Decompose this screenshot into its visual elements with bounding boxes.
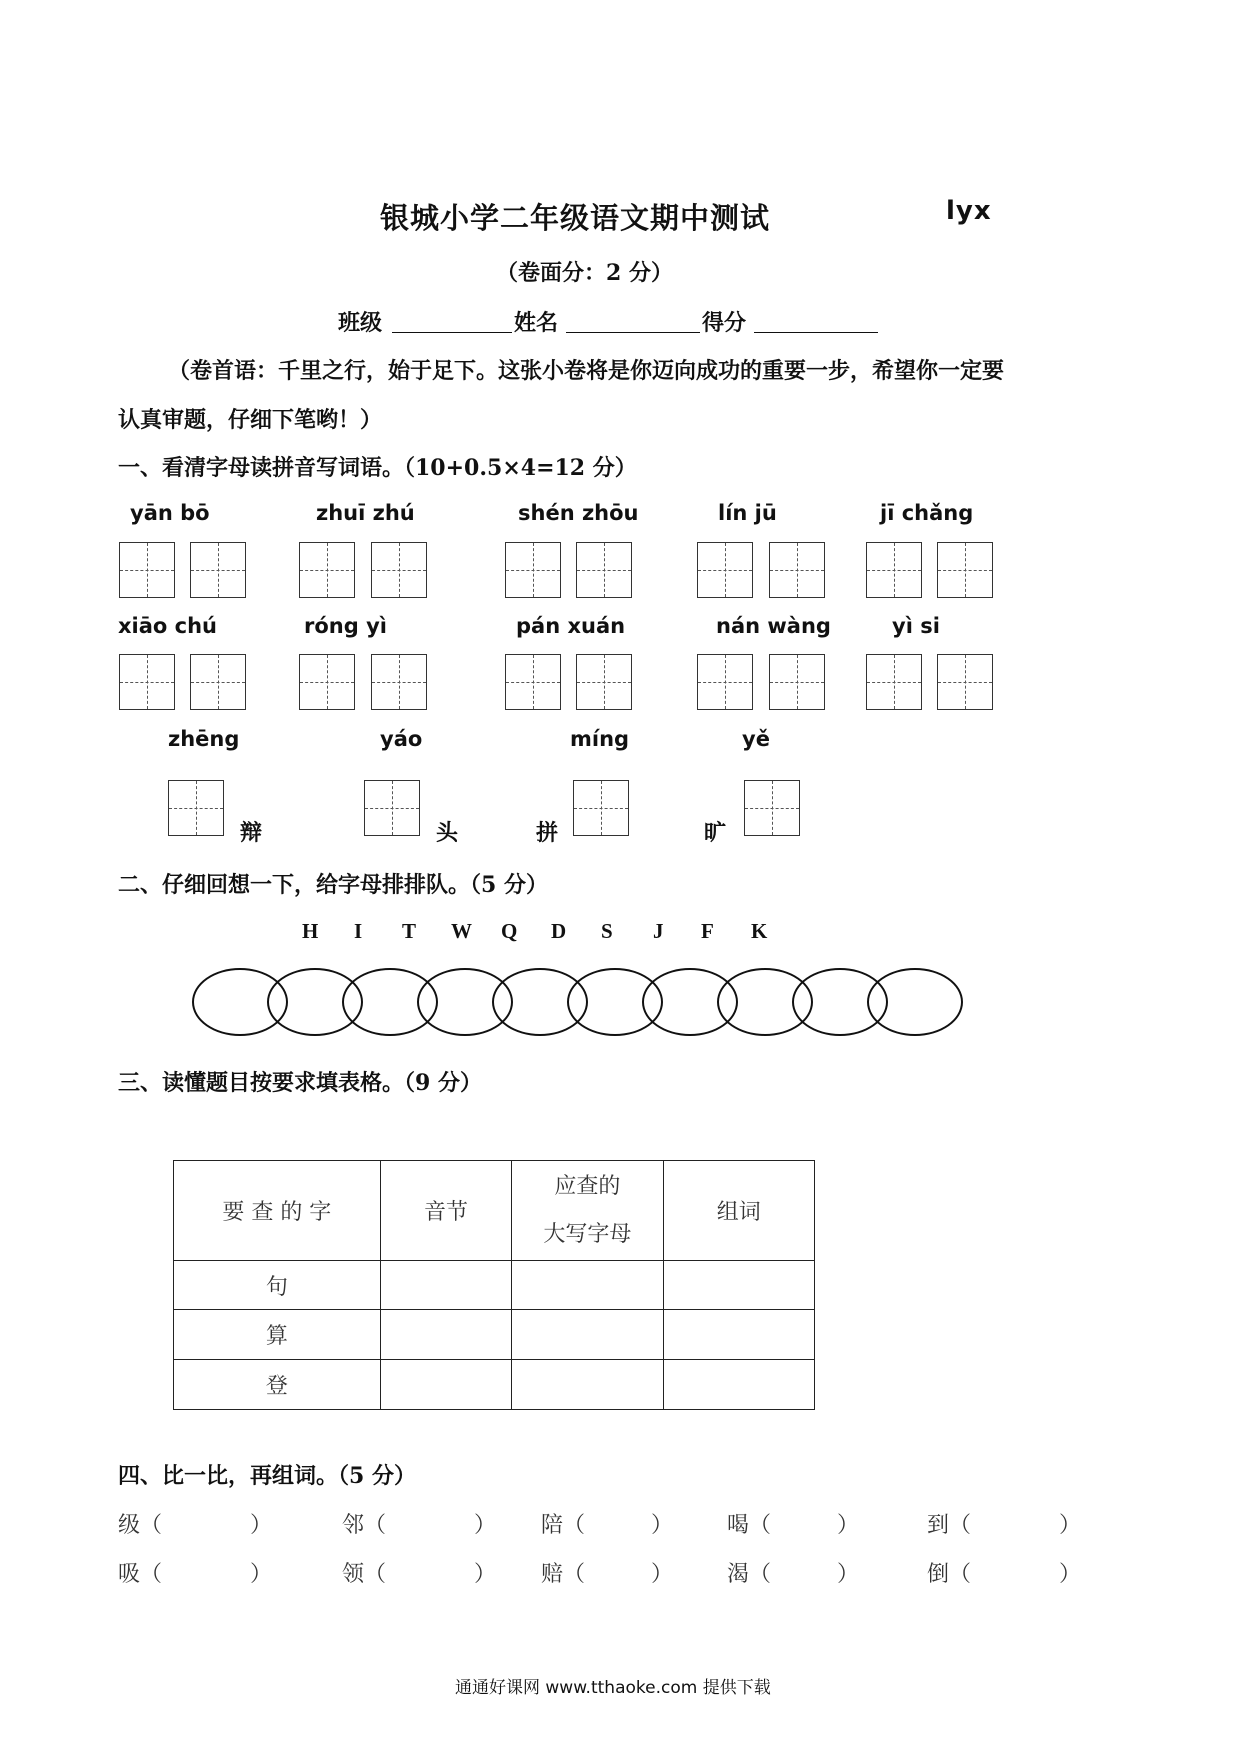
cell-capital[interactable] [512, 1261, 663, 1310]
row-char: 登 [174, 1360, 381, 1410]
page-title: 银城小学二年级语文期中测试 [380, 201, 771, 235]
given-char: 头 [436, 820, 459, 846]
name-field[interactable] [566, 332, 700, 333]
answer-oval[interactable] [867, 968, 963, 1036]
given-char: 辩 [240, 820, 263, 846]
header-char: 要 查 的 字 [174, 1161, 381, 1261]
intro-line-1: （卷首语：千里之行，始于足下。这张小卷将是你迈向成功的重要一步，希望你一定要 [168, 358, 1005, 384]
pinyin-2-3: pán xuán [516, 614, 626, 638]
name-label: 姓名 [514, 310, 559, 336]
write-box[interactable] [576, 542, 632, 598]
compare-item[interactable]: 邻（ ） [342, 1513, 497, 1538]
header-words: 组词 [663, 1161, 814, 1261]
letter: T [402, 919, 417, 943]
write-box[interactable] [697, 542, 753, 598]
cell-syllable[interactable] [380, 1310, 512, 1360]
write-box[interactable] [505, 654, 561, 710]
section-4-heading: 四、比一比，再组词。（5 分） [118, 1463, 416, 1489]
write-box[interactable] [168, 780, 224, 836]
compare-item[interactable]: 级（ ） [118, 1513, 273, 1538]
pinyin-1-2: zhuī zhú [316, 501, 415, 525]
pinyin-1-4: lín jū [718, 501, 777, 525]
write-box[interactable] [364, 780, 420, 836]
intro-line-2: 认真审题，仔细下笔哟！） [118, 407, 383, 433]
write-box[interactable] [866, 542, 922, 598]
score-label: 得分 [702, 310, 747, 336]
cell-syllable[interactable] [380, 1360, 512, 1410]
section-2-heading: 二、仔细回想一下，给字母排排队。（5 分） [118, 872, 548, 898]
compare-item[interactable]: 吸（ ） [118, 1562, 273, 1587]
pinyin-3-3: míng [570, 727, 630, 751]
compare-item[interactable]: 倒（ ） [927, 1562, 1082, 1587]
letter: D [551, 919, 567, 943]
pinyin-2-4: nán wàng [716, 614, 831, 638]
table-row [174, 1360, 815, 1410]
author-tag: lyx [946, 196, 992, 226]
write-box[interactable] [299, 542, 355, 598]
letter: F [701, 919, 714, 943]
cell-syllable[interactable] [380, 1261, 512, 1310]
pinyin-2-1: xiāo chú [118, 614, 218, 638]
table-row [174, 1261, 815, 1310]
cell-capital[interactable] [512, 1360, 663, 1410]
section-3-heading: 三、读懂题目按要求填表格。（9 分） [118, 1070, 482, 1096]
section-1-heading: 一、看清字母读拼音写词语。（10+0.5×4=12 分） [118, 455, 637, 481]
write-box[interactable] [119, 654, 175, 710]
row-char: 算 [174, 1310, 381, 1360]
letter: I [354, 919, 363, 943]
cell-capital[interactable] [512, 1310, 663, 1360]
cell-words[interactable] [663, 1261, 814, 1310]
pinyin-3-4: yě [742, 727, 770, 751]
cell-words[interactable] [663, 1360, 814, 1410]
letter: W [451, 919, 472, 943]
given-char: 旷 [704, 820, 727, 846]
write-box[interactable] [769, 542, 825, 598]
pinyin-1-3: shén zhōu [518, 501, 639, 525]
letter: H [302, 919, 319, 943]
write-box[interactable] [371, 654, 427, 710]
write-box[interactable] [190, 542, 246, 598]
header-capital-line1: 应查的 [554, 1173, 621, 1199]
write-box[interactable] [299, 654, 355, 710]
given-char: 拼 [536, 820, 559, 846]
lookup-table [173, 1160, 815, 1410]
letter: K [751, 919, 768, 943]
header-capital [512, 1161, 663, 1261]
write-box[interactable] [576, 654, 632, 710]
letter: Q [501, 919, 518, 943]
header-syllable: 音节 [380, 1161, 512, 1261]
write-box[interactable] [866, 654, 922, 710]
class-field[interactable] [392, 332, 512, 333]
write-box[interactable] [769, 654, 825, 710]
pinyin-2-2: róng yì [304, 614, 387, 638]
pinyin-1-5: jī chǎng [880, 501, 974, 525]
compare-item[interactable]: 陪（ ） [541, 1513, 674, 1538]
score-field[interactable] [754, 332, 878, 333]
pinyin-2-5: yì si [892, 614, 940, 638]
write-box[interactable] [371, 542, 427, 598]
footer-text: 通通好课网 www.tthaoke.com 提供下载 [455, 1678, 771, 1698]
cell-words[interactable] [663, 1310, 814, 1360]
score-note: （卷面分：2 分） [496, 260, 673, 286]
row-char: 句 [174, 1261, 381, 1310]
compare-item[interactable]: 到（ ） [927, 1513, 1082, 1538]
pinyin-3-2: yáo [380, 727, 423, 751]
write-box[interactable] [505, 542, 561, 598]
write-box[interactable] [119, 542, 175, 598]
compare-item[interactable]: 喝（ ） [727, 1513, 860, 1538]
pinyin-1-1: yān bō [130, 501, 210, 525]
write-box[interactable] [937, 654, 993, 710]
compare-item[interactable]: 赔（ ） [541, 1562, 674, 1587]
answer-ovals [192, 968, 972, 1040]
letter: S [601, 919, 613, 943]
table-row [174, 1310, 815, 1360]
pinyin-3-1: zhēng [168, 727, 240, 751]
write-box[interactable] [190, 654, 246, 710]
letter: J [653, 919, 664, 943]
class-label: 班级 [338, 310, 383, 336]
header-capital-line2: 大写字母 [543, 1221, 632, 1247]
write-box[interactable] [937, 542, 993, 598]
write-box[interactable] [697, 654, 753, 710]
compare-item[interactable]: 领（ ） [342, 1562, 497, 1587]
write-box[interactable] [573, 780, 629, 836]
write-box[interactable] [744, 780, 800, 836]
compare-item[interactable]: 渴（ ） [727, 1562, 860, 1587]
